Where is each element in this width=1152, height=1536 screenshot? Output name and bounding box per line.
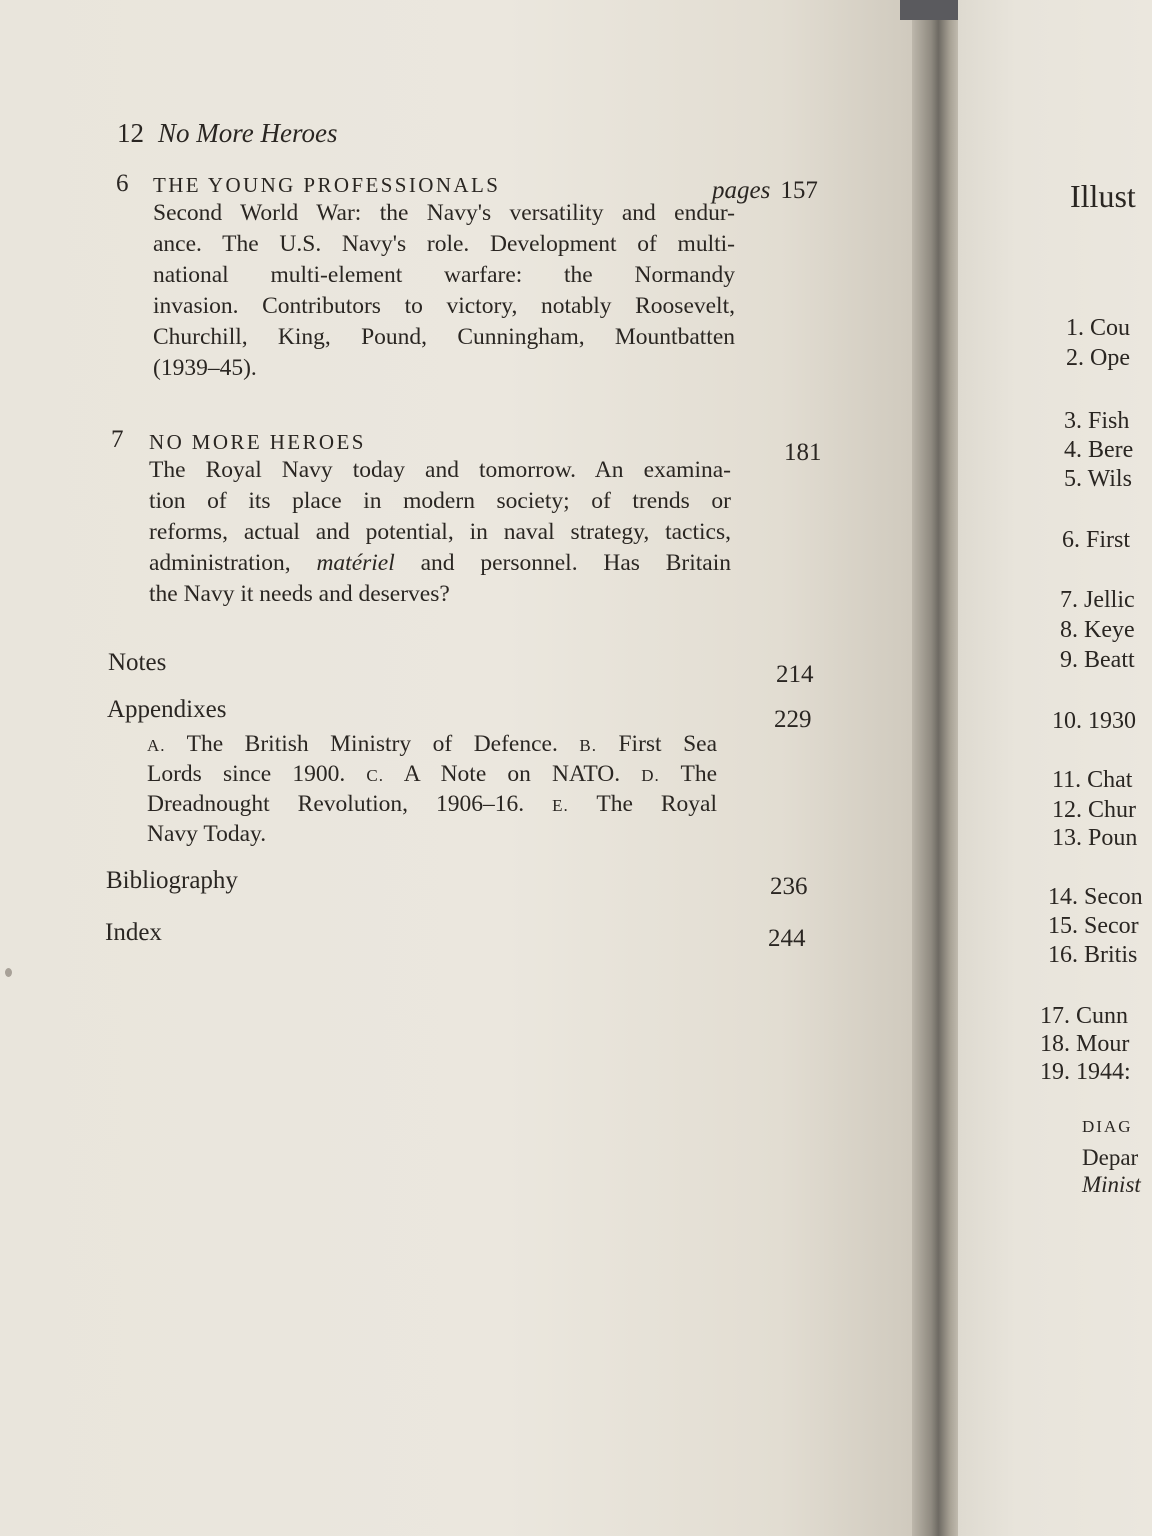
summary-line: invasion. Contributors to victory, notably Roosevelt,: [153, 293, 735, 319]
appendix-line: Navy Today.: [147, 821, 267, 847]
illustration-item: 13. Poun: [1052, 825, 1138, 851]
book-cover-edge: [900, 0, 960, 20]
illustration-item: 18. Mour: [1040, 1031, 1130, 1057]
summary-line: national multi-element warfare: the Normandy: [153, 262, 735, 288]
chapter-6-summary: [153, 198, 735, 384]
chapter-7-summary: [149, 455, 731, 610]
illustration-item: 1. Cou: [1066, 315, 1131, 341]
summary-line: (1939–45).: [153, 355, 257, 381]
bibliography-label: Bibliography: [106, 867, 238, 894]
page-number: 12: [117, 118, 144, 148]
summary-line: The Royal Navy today and tomorrow. An examina-: [149, 457, 731, 483]
running-head-title: No More Heroes: [158, 118, 338, 148]
diagram-line-italic: Minist: [1082, 1172, 1141, 1197]
illustration-item: 3. Fish: [1064, 408, 1130, 434]
diagram-label: DIAG: [1082, 1117, 1133, 1136]
illustration-item: 9. Beatt: [1060, 647, 1135, 673]
illustration-item: 2. Ope: [1066, 345, 1130, 371]
illustration-item: 15. Secor: [1048, 913, 1139, 939]
chapter-6-number: 6: [116, 170, 129, 197]
appendix-line: Lords since 1900. C. A Note on NATO. D. The: [147, 761, 718, 787]
diagram-line: Depar: [1082, 1145, 1139, 1170]
illustration-item: 14. Secon: [1048, 884, 1143, 910]
summary-line: the Navy it needs and deserves?: [149, 581, 450, 607]
summary-line: administration, matériel and personnel. Has Britain: [149, 550, 732, 576]
illustration-item: 16. Britis: [1048, 942, 1138, 968]
notes-page: 214: [776, 661, 814, 688]
illustration-item: 10. 1930: [1052, 708, 1136, 734]
materiel-italic: matériel: [316, 550, 395, 576]
illustration-item: 11. Chat: [1052, 767, 1133, 793]
summary-line: Churchill, King, Pound, Cunningham, Mountbatten: [153, 324, 735, 350]
summary-line: tion of its place in modern society; of trends or: [149, 488, 731, 514]
illustration-item: 19. 1944:: [1040, 1059, 1131, 1085]
appendix-line: A. The British Ministry of Defence. B. First Sea: [147, 731, 718, 757]
chapter-6-page: 157: [780, 177, 818, 204]
bibliography-page: 236: [770, 873, 808, 900]
illustration-item: 4. Bere: [1064, 437, 1134, 463]
illustration-item: 17. Cunn: [1040, 1003, 1129, 1029]
chapter-6-title: THE YOUNG PROFESSIONALS: [153, 173, 501, 197]
notes-label: Notes: [108, 649, 167, 676]
illustration-item: 12. Chur: [1052, 797, 1136, 823]
illustration-item: 8. Keye: [1060, 617, 1135, 643]
illustration-item: 7. Jellic: [1060, 587, 1135, 613]
page-speck: [5, 968, 12, 977]
appendixes-page: 229: [774, 706, 812, 733]
appendix-line: Dreadnought Revolution, 1906–16. E. The Royal: [147, 791, 718, 817]
index-page: 244: [768, 925, 806, 952]
index-label: Index: [105, 919, 162, 946]
pages-word: pages: [712, 177, 771, 204]
right-page: [958, 0, 1152, 1536]
appendixes-label: Appendixes: [107, 696, 227, 723]
summary-line: reforms, actual and potential, in naval strategy, tactics,: [149, 519, 731, 545]
running-head: [117, 118, 337, 149]
chapter-7-title: NO MORE HEROES: [149, 430, 366, 454]
summary-line: ance. The U.S. Navy's role. Development of multi-: [153, 231, 735, 257]
appendixes-list: [147, 730, 717, 849]
illustration-item: 5. Wils: [1064, 466, 1132, 492]
illustration-item: 6. First: [1062, 527, 1131, 553]
right-page-title: Illust: [1070, 178, 1136, 214]
book-gutter: [912, 0, 960, 1536]
chapter-7-number: 7: [111, 426, 124, 453]
summary-line: Second World War: the Navy's versatility and endur-: [153, 200, 735, 226]
chapter-7-page: 181: [784, 439, 822, 466]
